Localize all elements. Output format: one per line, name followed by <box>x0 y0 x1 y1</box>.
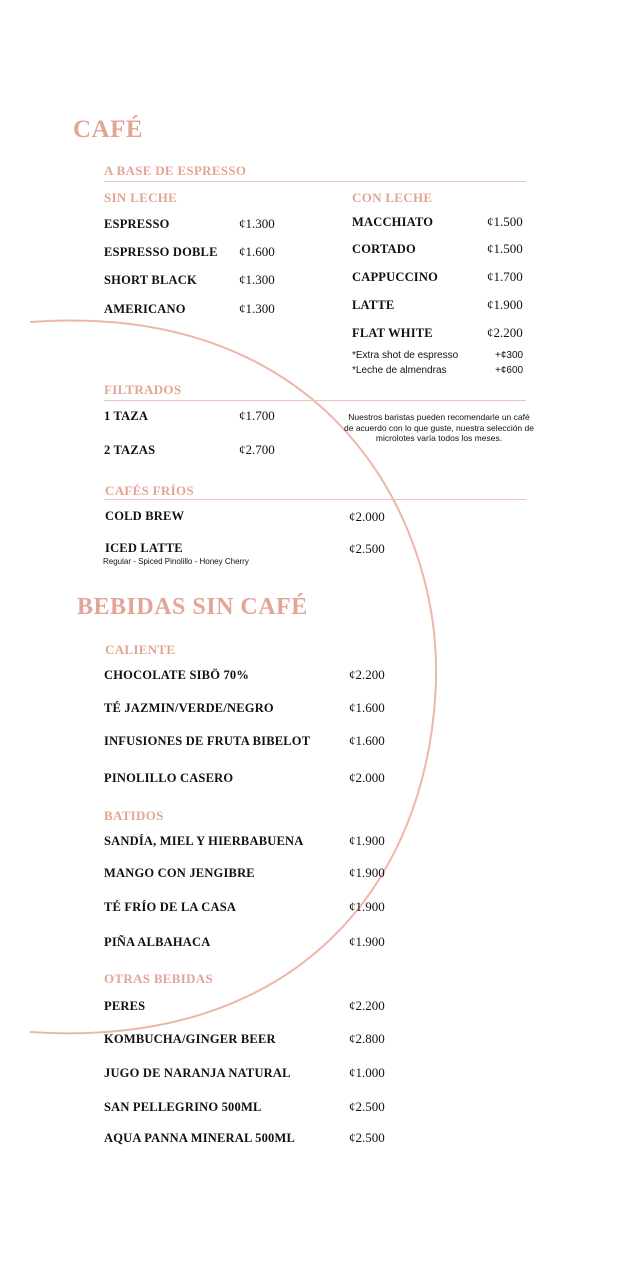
menu-item-name: ESPRESSO DOBLE <box>104 245 218 259</box>
otras-heading: OTRAS BEBIDAS <box>104 971 214 986</box>
menu-item-name: KOMBUCHA/GINGER BEER <box>104 1032 276 1046</box>
menu-item-name: AMERICANO <box>104 302 186 316</box>
extra-name: *Extra shot de espresso <box>352 350 459 361</box>
con-leche-heading: CON LECHE <box>352 190 433 205</box>
menu-item-name: PERES <box>104 999 146 1013</box>
menu-item-name: CHOCOLATE SIBÖ 70% <box>104 668 250 682</box>
menu-item-price: ¢1.300 <box>239 272 275 287</box>
filtrados-heading: FILTRADOS <box>104 382 182 397</box>
extra-price: +¢300 <box>495 350 524 361</box>
menu-item-price: ¢1.300 <box>239 216 275 231</box>
caliente-heading: CALIENTE <box>105 642 176 657</box>
menu-item-price: ¢1.900 <box>349 833 385 848</box>
extra-price: +¢600 <box>495 365 524 376</box>
espresso-heading: A BASE DE ESPRESSO <box>104 163 247 178</box>
menu-item-price: ¢1.500 <box>487 241 523 256</box>
menu-item-price: ¢2.500 <box>349 1130 385 1145</box>
cafe-title: CAFÉ <box>73 116 144 143</box>
menu-item-name: CORTADO <box>352 242 416 256</box>
sin-leche-heading: SIN LECHE <box>104 190 178 205</box>
menu-item-name: INFUSIONES DE FRUTA BIBELOT <box>104 734 311 748</box>
espresso-rule <box>104 181 526 182</box>
menu-item-name: SAN PELLEGRINO 500ML <box>104 1100 262 1114</box>
menu-item-name: MANGO CON JENGIBRE <box>104 866 255 880</box>
bebidas-title: BEBIDAS SIN CAFÉ <box>77 594 308 620</box>
menu-item-name: PIÑA ALBAHACA <box>104 935 211 949</box>
menu-item-price: ¢1.700 <box>239 408 275 423</box>
menu-item-price: ¢1.500 <box>487 214 523 229</box>
menu-item-price: ¢1.300 <box>239 301 275 316</box>
menu-item-price: ¢2.000 <box>349 770 385 785</box>
extra-name: *Leche de almendras <box>352 365 447 376</box>
menu-item-price: ¢1.600 <box>239 244 275 259</box>
filtrados-rule <box>104 400 526 401</box>
menu-item-name: SHORT BLACK <box>104 273 197 287</box>
menu-item-price: ¢2.000 <box>349 509 385 524</box>
menu-item-name: PINOLILLO CASERO <box>104 771 234 785</box>
menu-item-name: COLD BREW <box>105 509 185 523</box>
menu-item-name: LATTE <box>352 298 395 312</box>
menu-item-name: FLAT WHITE <box>352 326 433 340</box>
menu-item-name: 1 TAZA <box>104 409 149 423</box>
menu-item-price: ¢2.200 <box>487 325 523 340</box>
menu-item-name: MACCHIATO <box>352 215 434 229</box>
menu-item-name: ESPRESSO <box>104 217 170 231</box>
menu-item-price: ¢1.000 <box>349 1065 385 1080</box>
menu-item-price: ¢1.600 <box>349 700 385 715</box>
menu-item-name: TÉ JAZMIN/VERDE/NEGRO <box>104 701 274 715</box>
menu-item-price: ¢2.800 <box>349 1031 385 1046</box>
menu-item-price: ¢1.900 <box>487 297 523 312</box>
menu-item-price: ¢2.200 <box>349 667 385 682</box>
menu-item-price: ¢2.500 <box>349 541 385 556</box>
menu-item-price: ¢1.900 <box>349 899 385 914</box>
iced-latte-flavors: Regular - Spiced Pinolillo - Honey Cherry <box>103 557 249 566</box>
frios-heading: CAFÉS FRÍOS <box>105 483 194 498</box>
menu-item-price: ¢1.900 <box>349 934 385 949</box>
menu-item-name: AQUA PANNA MINERAL 500ML <box>104 1131 296 1145</box>
menu-item-price: ¢2.500 <box>349 1099 385 1114</box>
frios-rule <box>104 499 526 500</box>
menu-item-price: ¢1.900 <box>349 865 385 880</box>
menu-item-name: 2 TAZAS <box>104 443 156 457</box>
menu-item-name: CAPPUCCINO <box>352 270 439 284</box>
batidos-heading: BATIDOS <box>104 808 164 823</box>
menu-item-price: ¢2.200 <box>349 998 385 1013</box>
barista-note: Nuestros baristas pueden recomendarle un café de acuerdo con lo que guste, nuestra selección de microlotes varía todos los meses. <box>344 412 534 443</box>
menu-item-name: ICED LATTE <box>105 541 183 555</box>
menu-item-price: ¢2.700 <box>239 442 275 457</box>
menu-item-name: TÉ FRÍO DE LA CASA <box>104 900 237 914</box>
menu-item-price: ¢1.700 <box>487 269 523 284</box>
menu-item-name: JUGO DE NARANJA NATURAL <box>104 1066 291 1080</box>
menu-item-name: SANDÍA, MIEL Y HIERBABUENA <box>104 834 304 848</box>
menu-item-price: ¢1.600 <box>349 733 385 748</box>
